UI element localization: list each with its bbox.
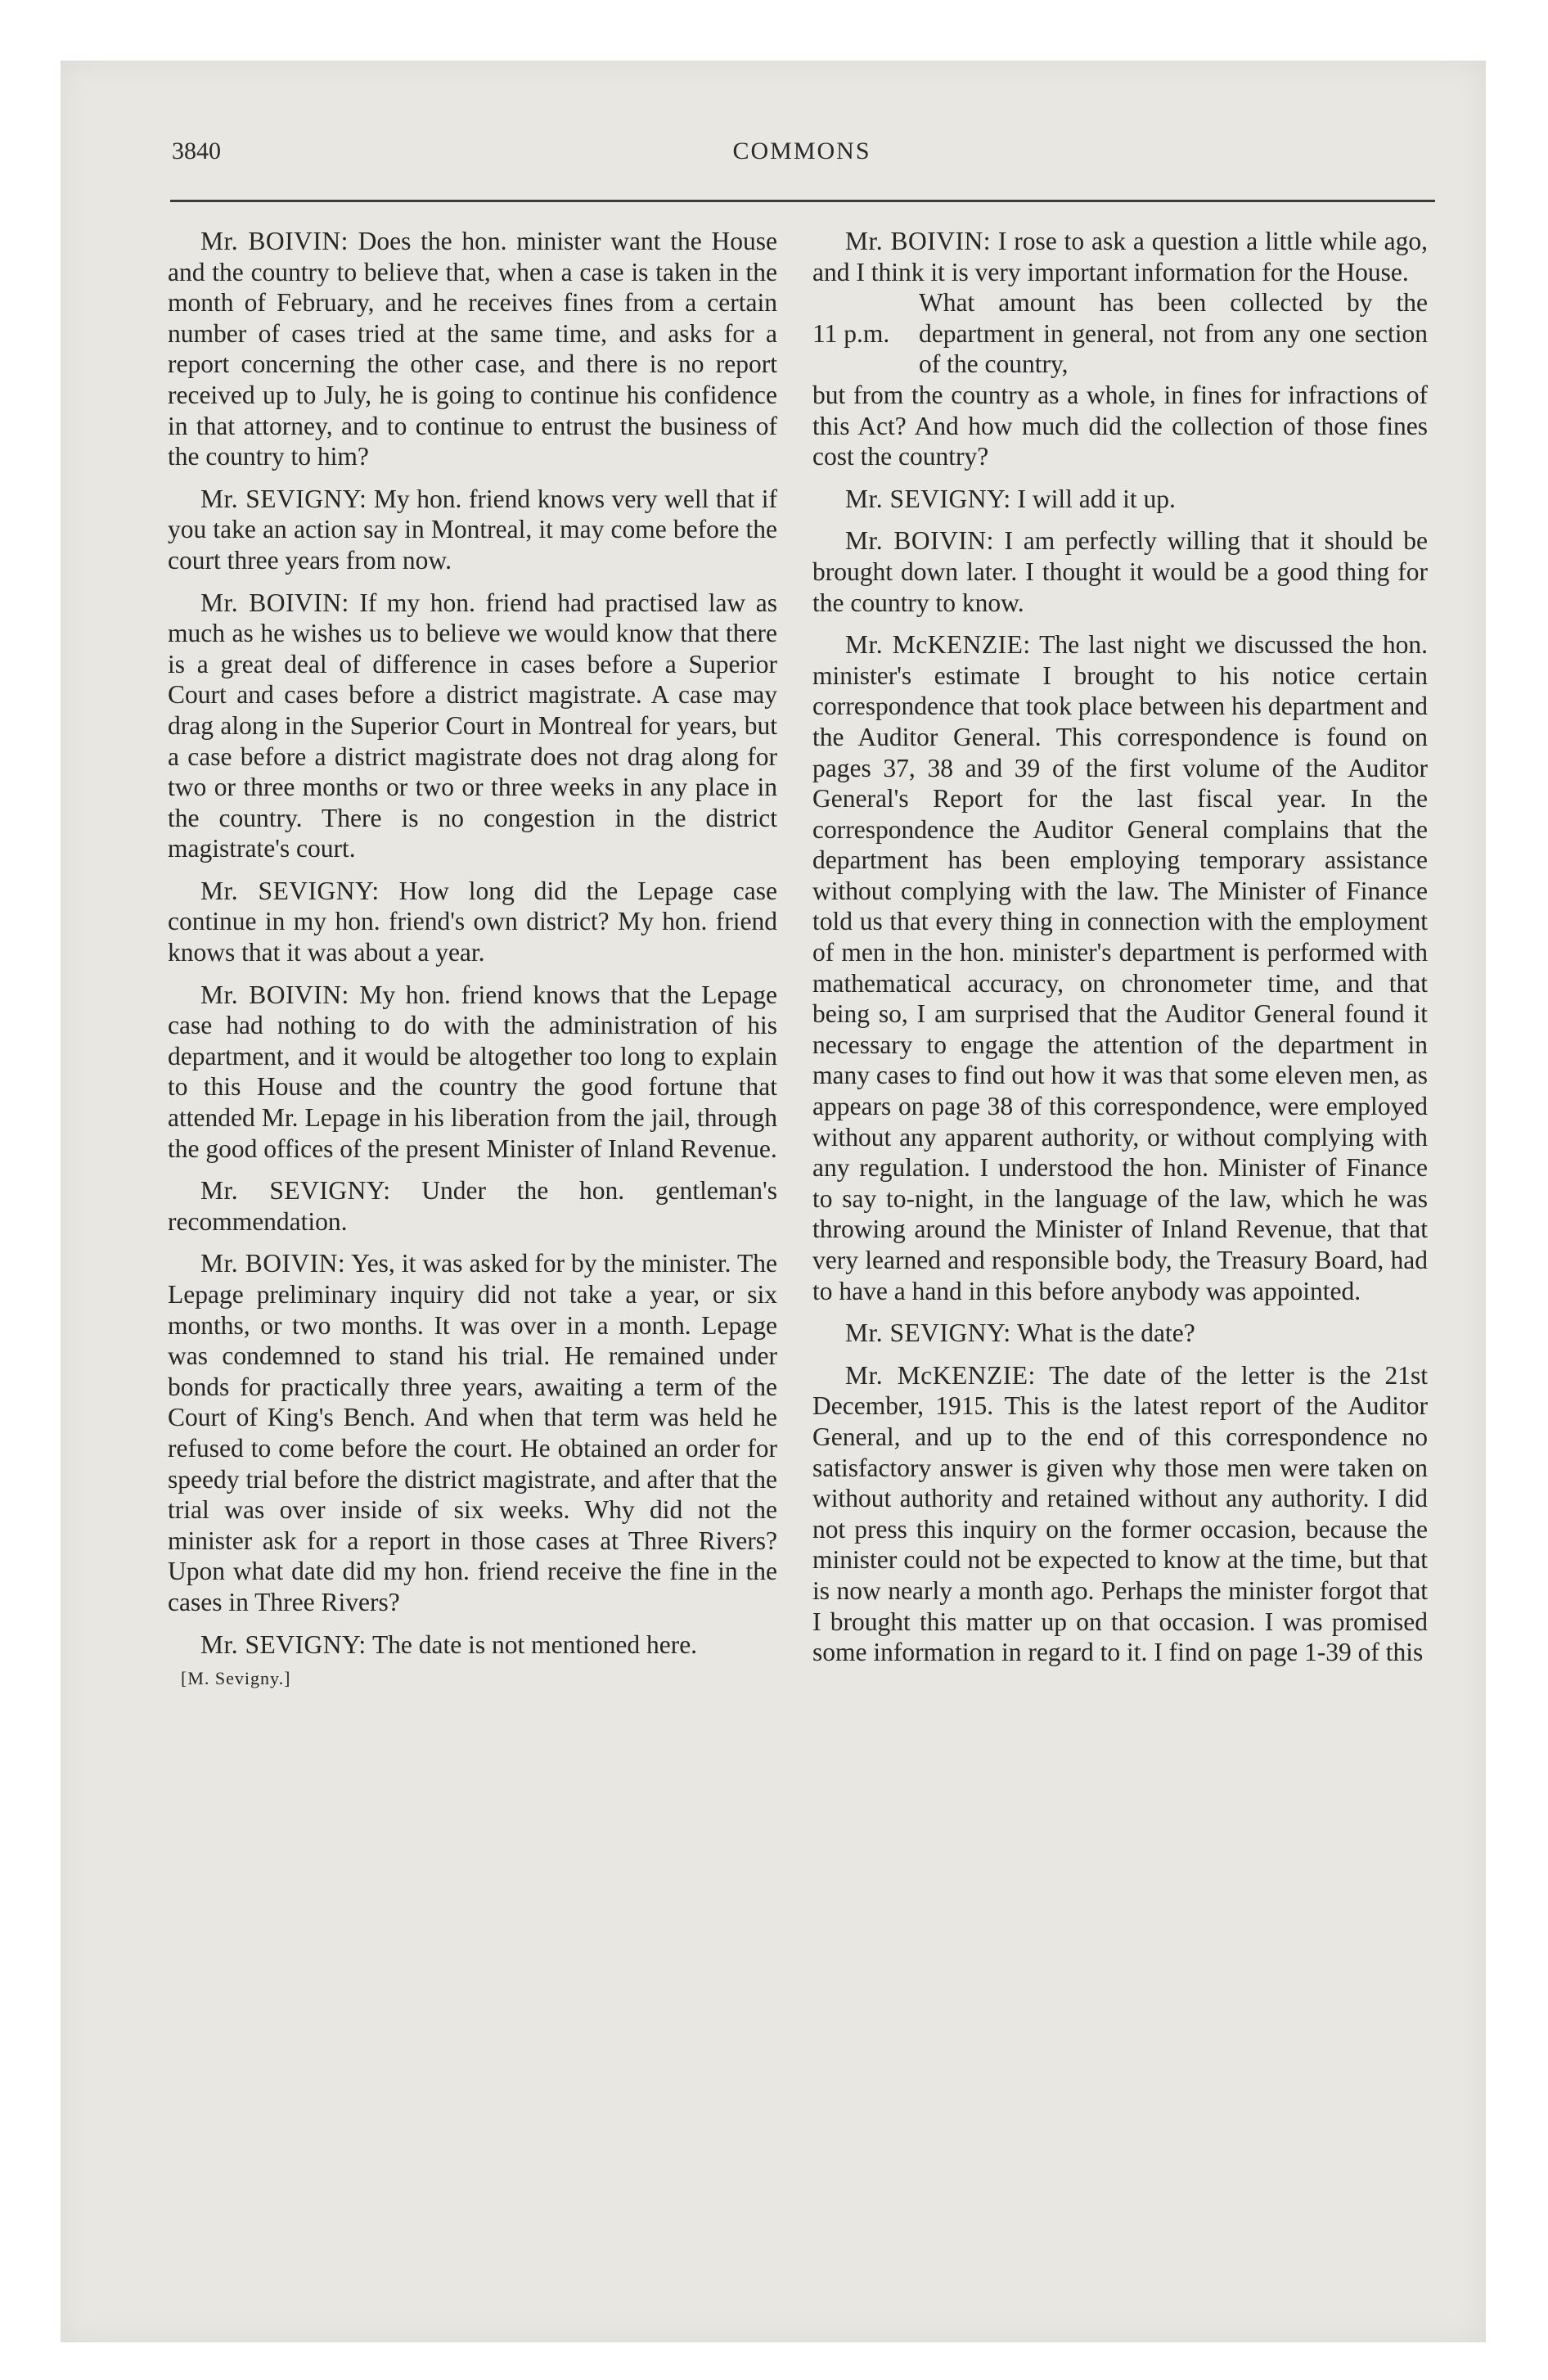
speech-opening bbox=[812, 226, 1428, 287]
speaker-name: Mr. SEVIGNY: bbox=[200, 1176, 391, 1206]
speech-paragraph bbox=[812, 1360, 1428, 1668]
speech-text: I rose to ask a question a little while ago, and I think it is very important information for the House. bbox=[812, 227, 1428, 286]
speech-text: The date is not mentioned here. bbox=[371, 1629, 698, 1659]
speech-text: What is the date? bbox=[1016, 1318, 1195, 1348]
speech-text: How long did the Lepage case continue in my hon. friend's own district? My hon. friend knows that it was about a year. bbox=[168, 876, 778, 967]
speaker-name: Mr. BOIVIN: bbox=[845, 526, 994, 556]
speech-paragraph bbox=[812, 226, 1428, 472]
speech-text: Under the hon. gentleman's recommendation. bbox=[168, 1176, 777, 1236]
speech-paragraph bbox=[812, 525, 1428, 618]
left-column bbox=[168, 226, 777, 1694]
speech-paragraph bbox=[168, 876, 777, 968]
speech-text: I am perfectly willing that it should be brought down later. I thought it would be a good thing for the country to know. bbox=[812, 526, 1429, 617]
speech-text: I will add it up. bbox=[1017, 484, 1176, 513]
speech-text: but from the country as a whole, in fines for infractions of this Act? And how much did the collection of those fines cost the country? bbox=[812, 380, 1428, 471]
speaker-name: Mr. BOIVIN: bbox=[845, 227, 991, 255]
margin-time-note: 11 p.m. bbox=[812, 318, 890, 348]
speech-paragraph bbox=[168, 1248, 777, 1617]
speech-text: Does the hon. minister want the House and the country to believe that, when a case is taken in the month of February, and he receives fines from a certain number of cases tried at the same time, and asks for a report concerning the other case, and there is no report received up to July, he is going to continue his confidence in that attorney, and to continue to entrust the business of the country to him? bbox=[168, 227, 777, 471]
speech-paragraph bbox=[168, 1175, 777, 1237]
speech-paragraph bbox=[168, 980, 777, 1165]
speech-text: If my hon. friend had practised law as much as he wishes us to believe we would know that there is a great deal of difference in cases before a Superior Court and cases before a district magistrate. A case may drag along in the Superior Court in Montreal for years, but a case before a district magistrate does not drag along for two or three months or two or three weeks in any place in the country. There is no congestion in the district magistrate's court. bbox=[168, 588, 778, 863]
speech-text: My hon. friend knows that the Lepage case had nothing to do with the administration of his department, and it would be altogether too long to explain to this House and the country the good fortune that attended Mr. Lepage in his liberation from the jail, through the good offices of the present Minister of Inland Revenue. bbox=[168, 980, 777, 1163]
speech-text: The date of the letter is the 21st December, 1915. This is the latest report of the Auditor General, and up to the end of this correspondence no satisfactory answer is given why those men were taken on without authority and retained without any authority. I did not press this inquiry on the former occasion, because the minister could not be expected to know at the time, but that is now nearly a month ago. Perhaps the minister forgot that I brought this matter up on that occasion. I was promised some information in regard to it. I find on page 1-39 of this bbox=[812, 1360, 1429, 1667]
speech-text: Yes, it was asked for by the minister. The Lepage preliminary inquiry did not take a year, or six months, or two months. It was over in a month. Lepage was condemned to stand his trial. He remained under bonds for practically three years, awaiting a term of the Court of King's Bench. And when that term was held he refused to come before the court. He obtained an order for speedy trial before the district magistrate, and after that the trial was over inside of six weeks. Why did not the minister ask for a report in those cases at Three Rivers? Upon what date did my hon. friend receive the fine in the cases in Three Rivers? bbox=[168, 1249, 777, 1616]
speaker-name: Mr. SEVIGNY: bbox=[200, 876, 380, 905]
running-head bbox=[172, 137, 1432, 178]
speaker-name: Mr. McKENZIE: bbox=[845, 1360, 1036, 1390]
section-title: COMMONS bbox=[732, 137, 871, 165]
right-column bbox=[812, 226, 1428, 1679]
speaker-name: Mr. SEVIGNY: bbox=[200, 484, 367, 513]
speaker-name: Mr. McKENZIE: bbox=[845, 630, 1031, 660]
speech-paragraph bbox=[168, 226, 777, 472]
speech-paragraph bbox=[168, 484, 777, 576]
speaker-name: Mr. SEVIGNY: bbox=[845, 484, 1011, 513]
speech-paragraph bbox=[168, 588, 777, 864]
header-rule bbox=[170, 200, 1435, 202]
speech-paragraph bbox=[812, 1318, 1428, 1349]
speaker-name: Mr. BOIVIN: bbox=[200, 980, 349, 1009]
speaker-name: Mr. BOIVIN: bbox=[200, 588, 349, 617]
speaker-name: Mr. BOIVIN: bbox=[200, 227, 349, 255]
speech-paragraph bbox=[168, 1629, 777, 1661]
speech-text: My hon. friend knows very well that if you take an action say in Montreal, it may come before the court three years from now. bbox=[168, 484, 777, 575]
speaker-name: Mr. BOIVIN: bbox=[200, 1249, 346, 1278]
speech-text: The last night we discussed the hon. minister's estimate I brought to his notice certain correspondence that took place between his department and the Auditor General. This correspondence is found on pages 37, 38 and 39 of the first volume of the Auditor General's Report for the last fiscal year. In the correspondence the Auditor General complains that the department has been employing temporary assistance without complying with the law. The Minister of Finance told us that every thing in connection with the employment of men in the hon. minister's department is performed with mathematical accuracy, on chronometer time, and that being so, I am surprised that the Auditor General found it necessary to engage the attention of the department in many cases to find out how it was that some eleven men, as appears on page 38 of this correspondence, were employed without any apparent authority, or without complying with any regulation. I understood the hon. Minister of Finance to say to-night, in the language of the law, which he was throwing around the Minister of Inland Revenue, that that very learned and responsible body, the Treasury Board, had to have a hand in this before anybody was appointed. bbox=[812, 630, 1428, 1305]
footer-speaker-mark: [M. Sevigny.] bbox=[181, 1668, 291, 1689]
speaker-name: Mr. SEVIGNY: bbox=[845, 1318, 1011, 1348]
speech-text: What amount has been collected by the department in general, not from any one section of the country, bbox=[919, 288, 1428, 379]
margin-note-block bbox=[812, 287, 1428, 380]
speech-paragraph bbox=[812, 484, 1428, 515]
speech-paragraph bbox=[812, 629, 1428, 1306]
speaker-name: Mr. SEVIGNY: bbox=[200, 1629, 367, 1659]
page-number: 3840 bbox=[172, 137, 221, 165]
